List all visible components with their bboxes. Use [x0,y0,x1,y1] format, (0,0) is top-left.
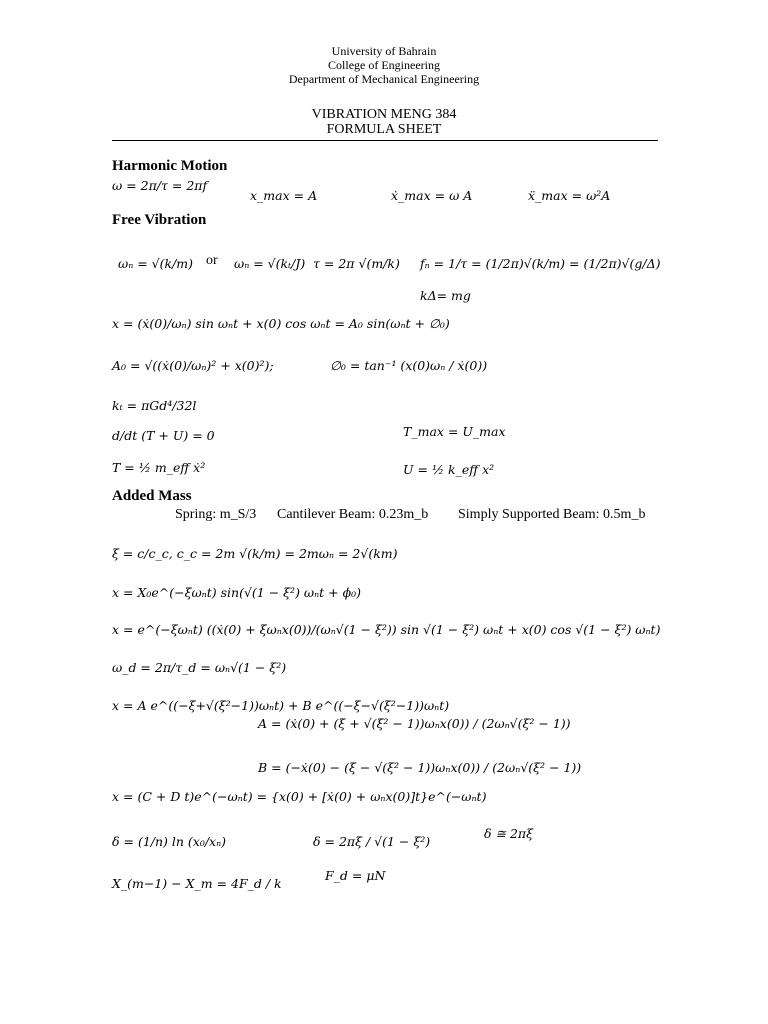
eq-log-decrement-exact: δ = 2πξ / √(1 − ξ²) [313,834,431,849]
eq-xi: ξ = c/c_c, c_c = 2m √(k/m) = 2mωₙ = 2√(km) [112,546,398,561]
eq-fn: fₙ = 1/τ = (1/2π)√(k/m) = (1/2π)√(g/Δ) [420,256,661,271]
university-name: University of Bahrain [331,44,437,58]
eq-A-overdamped: A = (ẋ(0) + (ξ + √(ξ² − 1))ωₙx(0)) / (2ωₙ√(ξ² − 1)) [258,716,571,731]
eq-potential: U = ½ k_eff x² [403,462,495,477]
eq-x-free: x = (ẋ(0)/ωₙ) sin ωₙt + x(0) cos ωₙt = A₀ sin(ωₙt + ∅₀) [112,316,450,331]
eq-x-underdamped-2: x = e^(−ξωₙt) ((ẋ(0) + ξωₙx(0))/(ωₙ√(1 − ξ²)) sin √(1 − ξ²) ωₙt + x(0) cos √(1 − ξ²) ωₙt) [112,622,661,637]
eq-x-overdamped: x = A e^((−ξ+√(ξ²−1))ωₙt) + B e^((−ξ−√(ξ²−1))ωₙt) [112,698,450,713]
eq-x-underdamped-1: x = X₀e^(−ξωₙt) sin(√(1 − ξ²) ωₙt + ϕ₀) [112,585,362,600]
eq-omega-text: ω = 2π/τ = 2πf [112,178,208,193]
eq-omega-n: ωₙ = √(k/m) [118,256,194,271]
eq-kinetic: T = ½ m_eff ẋ² [112,460,206,475]
eq-omega-d: ω_d = 2π/τ_d = ωₙ√(1 − ξ²) [112,660,287,675]
added-mass-spring: Spring: m_S/3 [175,507,257,522]
header-rule [112,140,658,141]
added-mass-simply-supported: Simply Supported Beam: 0.5m_b [458,507,646,522]
or-label: or [206,253,218,268]
eq-energy: d/dt (T + U) = 0 [112,428,215,443]
eq-x-critical: x = (C + D t)e^(−ωₙt) = {x(0) + [ẋ(0) + ωₙx(0)]t}e^(−ωₙt) [112,789,487,804]
eq-xdot-max: ẋ_max = ω A [391,188,473,203]
eq-omega-n-torsion: ωₙ = √(kₜ/J) [234,256,306,271]
eq-tmax: T_max = U_max [403,424,506,439]
department-name: Department of Mechanical Engineering [288,72,480,86]
eq-xddot-max: ẍ_max = ω²A [528,188,611,203]
section-added-mass: Added Mass [112,488,192,504]
section-harmonic-motion: Harmonic Motion [112,158,228,174]
eq-B-overdamped: B = (−ẋ(0) − (ξ − √(ξ² − 1))ωₙx(0)) / (2ωₙ√(ξ² − 1)) [258,760,582,775]
eq-log-decrement: δ = (1/n) ln (x₀/xₙ) [112,834,227,849]
eq-phi0: ∅₀ = tan⁻¹ (x(0)ωₙ / ẋ(0)) [330,358,488,373]
eq-tau: τ = 2π √(m/k) [313,256,400,271]
eq-kdelta: kΔ= mg [420,288,471,303]
course-title: VIBRATION MENG 384 [311,107,457,122]
eq-friction-force: F_d = μN [325,868,386,883]
eq-log-decrement-approx: δ ≅ 2πξ [484,826,533,841]
eq-kt: kₜ = πGd⁴/32l [112,398,197,413]
sheet-title: FORMULA SHEET [326,122,442,137]
eq-A0: A₀ = √((ẋ(0)/ωₙ)² + x(0)²); [112,358,274,373]
eq-xmax: x_max = A [250,188,318,203]
eq-coulomb-decay: X_(m−1) − X_m = 4F_d / k [112,876,282,891]
section-free-vibration: Free Vibration [112,212,207,228]
added-mass-cantilever: Cantilever Beam: 0.23m_b [277,507,429,522]
eq-omega [112,178,207,193]
college-name: College of Engineering [328,58,440,72]
